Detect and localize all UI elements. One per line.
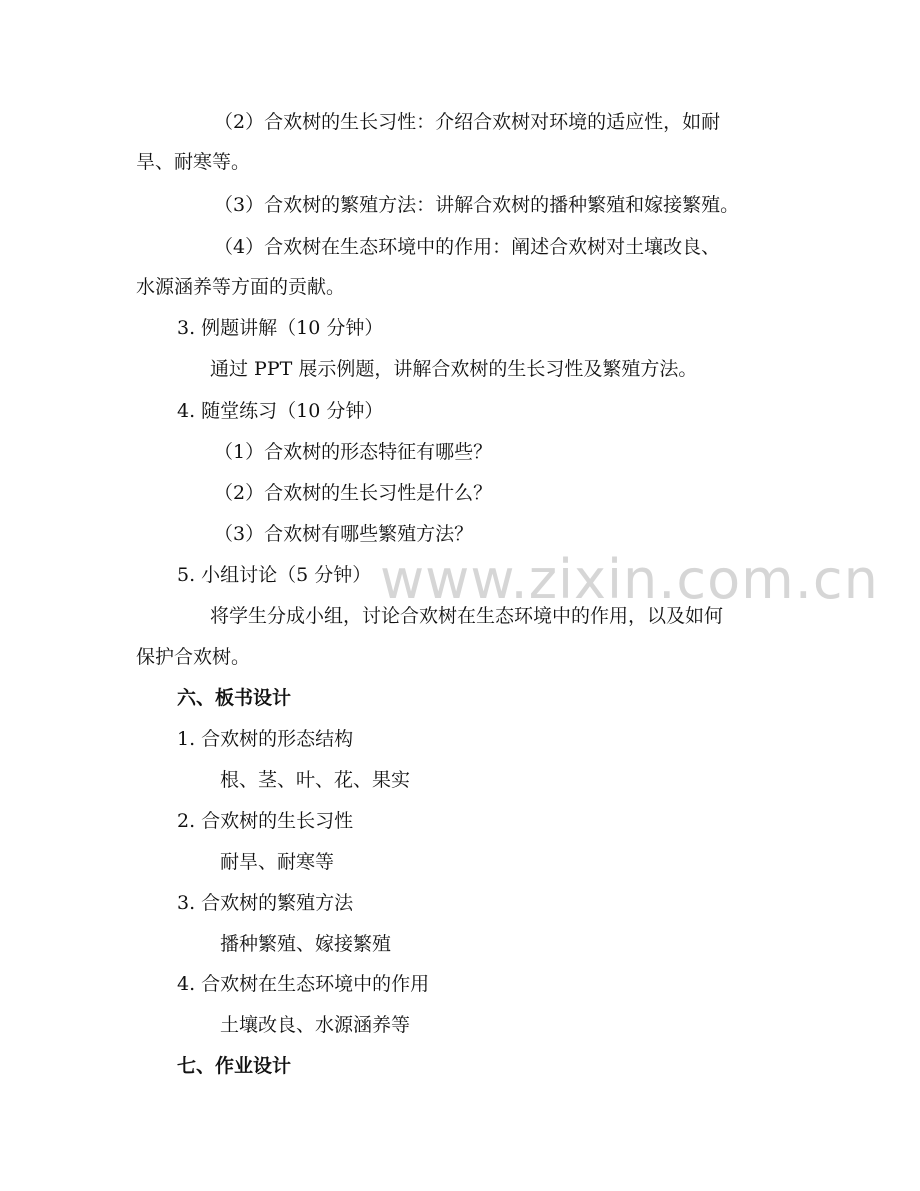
- step3-body: 通过 PPT 展示例题，讲解合欢树的生长习性及繁殖方法。: [210, 358, 698, 380]
- step4-title: 4. 随堂练习（10 分钟）: [177, 400, 384, 422]
- item2-line2: 旱、耐寒等。: [136, 151, 251, 173]
- item3-text: （3）合欢树的繁殖方法：讲解合欢树的播种繁殖和嫁接繁殖。: [214, 194, 740, 216]
- board-item-3-title: 3. 合欢树的繁殖方法: [177, 892, 354, 914]
- item2-line1: （2）合欢树的生长习性：介绍合欢树对环境的适应性，如耐: [214, 111, 721, 133]
- step5-line1: 将学生分成小组，讨论合欢树在生态环境中的作用，以及如何: [210, 605, 724, 627]
- board-item-4-detail: 土壤改良、水源涵养等: [220, 1014, 411, 1036]
- item4-line2: 水源涵养等方面的贡献。: [136, 276, 346, 298]
- board-item-1-title: 1. 合欢树的形态结构: [177, 728, 354, 750]
- board-item-2-title: 2. 合欢树的生长习性: [177, 810, 354, 832]
- question-3: （3）合欢树有哪些繁殖方法？: [214, 523, 474, 545]
- step5-line2: 保护合欢树。: [136, 646, 251, 668]
- board-item-3-detail: 播种繁殖、嫁接繁殖: [220, 933, 392, 955]
- step5-title: 5. 小组讨论（5 分钟）: [177, 564, 372, 586]
- section7-heading: 七、作业设计: [177, 1055, 292, 1077]
- watermark: www.zixin.com.cn: [380, 548, 879, 611]
- board-item-2-detail: 耐旱、耐寒等: [220, 851, 335, 873]
- item4-line1: （4）合欢树在生态环境中的作用：阐述合欢树对土壤改良、: [214, 236, 721, 258]
- question-2: （2）合欢树的生长习性是什么？: [214, 482, 493, 504]
- step3-title: 3. 例题讲解（10 分钟）: [177, 317, 384, 339]
- board-item-4-title: 4. 合欢树在生态环境中的作用: [177, 973, 430, 995]
- board-item-1-detail: 根、茎、叶、花、果实: [220, 769, 411, 791]
- question-1: （1）合欢树的形态特征有哪些？: [214, 441, 493, 463]
- section6-heading: 六、板书设计: [177, 687, 292, 709]
